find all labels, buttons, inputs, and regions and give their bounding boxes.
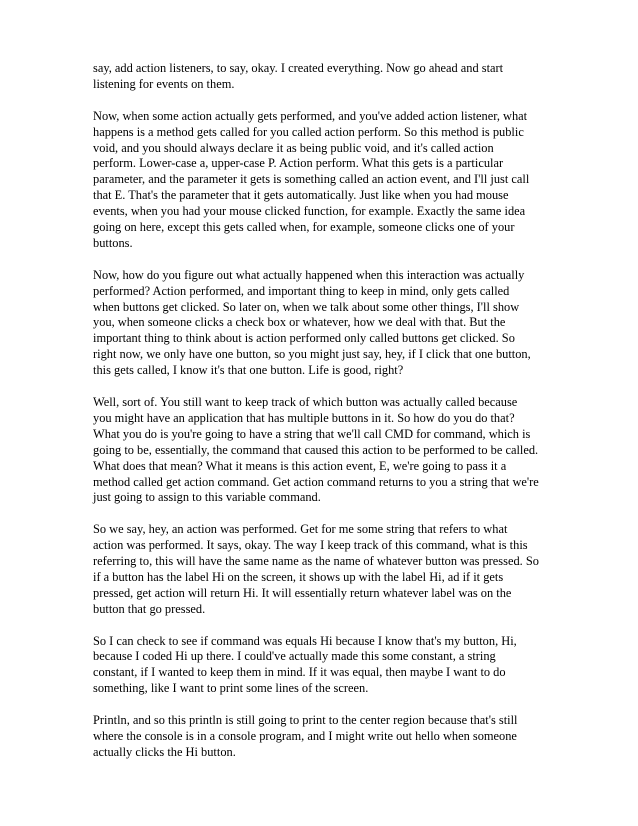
text-line: you might have an application that has multiple buttons in it. So how do you do that? xyxy=(93,410,515,425)
document-body xyxy=(93,61,546,777)
text-line: events, when you had your mouse clicked function, for example. Exactly the same idea xyxy=(93,204,526,219)
text-line: right now, we only have one button, so you might just say, hey, if I click that one button, xyxy=(93,347,531,362)
text-line: parameter, and the parameter it gets is something called an action event, and I'll just call xyxy=(93,172,530,187)
text-line: just going to assign to this variable command. xyxy=(93,490,321,505)
text-line: actually clicks the Hi button. xyxy=(93,744,236,759)
paragraph xyxy=(93,634,546,698)
paragraph xyxy=(93,268,546,379)
paragraph xyxy=(93,109,546,252)
text-line: So I can check to see if command was equals Hi because I know that's my button, Hi, xyxy=(93,633,517,648)
text-line: if a button has the label Hi on the screen, it shows up with the label Hi, ad if it gets xyxy=(93,569,504,584)
text-line: Now, how do you figure out what actually happened when this interaction was actually xyxy=(93,267,525,282)
text-line: something, like I want to print some lines of the screen. xyxy=(93,681,369,696)
text-line: method called get action command. Get action command returns to you a string that we're xyxy=(93,474,539,489)
text-line: pressed, get action will return Hi. It will essentially return whatever label was on the xyxy=(93,585,512,600)
text-line: Now, when some action actually gets performed, and you've added action listener, what xyxy=(93,108,528,123)
text-line: button that go pressed. xyxy=(93,601,206,616)
text-line: listening for events on them. xyxy=(93,76,235,91)
text-line: performed? Action performed, and important thing to keep in mind, only gets called xyxy=(93,283,510,298)
text-line: action was performed. It says, okay. The way I keep track of this command, what is this xyxy=(93,538,528,553)
text-line: say, add action listeners, to say, okay. I created everything. Now go ahead and start xyxy=(93,61,504,75)
text-line: going to be, essentially, the command that caused this action to be performed to be called. xyxy=(93,442,539,457)
text-line: happens is a method gets called for you called action perform. So this method is public xyxy=(93,124,524,139)
paragraph xyxy=(93,713,546,761)
paragraph xyxy=(93,522,546,617)
text-line: So we say, hey, an action was performed. Get for me some string that refers to what xyxy=(93,522,508,537)
text-line: Well, sort of. You still want to keep track of which button was actually called because xyxy=(93,394,518,409)
paragraph xyxy=(93,395,546,506)
text-line: because I coded Hi up there. I could've actually made this some constant, a string xyxy=(93,649,496,664)
text-line: that E. That's the parameter that it gets automatically. Just like when you had mouse xyxy=(93,188,509,203)
text-line: where the console is in a console program, and I might write out hello when someone xyxy=(93,728,517,743)
text-line: going on here, except this gets called when, for example, someone clicks one of your xyxy=(93,220,515,235)
text-line: perform. Lower-case a, upper-case P. Action perform. What this gets is a particular xyxy=(93,156,504,171)
text-line: important thing to think about is action performed only called buttons get clicked. So xyxy=(93,331,515,346)
text-line: constant, if I wanted to keep them in mind. If it was equal, then maybe I want to do xyxy=(93,665,506,680)
text-line: you, when someone clicks a check box or whatever, how we deal with that. But the xyxy=(93,315,506,330)
text-line: Println, and so this println is still going to print to the center region because that's still xyxy=(93,713,518,728)
text-line: referring to, this will have the same name as the name of whatever button was pressed. So xyxy=(93,554,539,569)
text-line: this gets called, I know it's that one button. Life is good, right? xyxy=(93,363,404,378)
text-line: buttons. xyxy=(93,235,133,250)
paragraph xyxy=(93,61,546,93)
text-line: What you do is you're going to have a string that we'll call CMD for command, which is xyxy=(93,426,531,441)
text-line: when buttons get clicked. So later on, when we talk about some other things, I'll show xyxy=(93,299,520,314)
text-line: void, and you should always declare it as being public void, and it's called action xyxy=(93,140,494,155)
text-line: What does that mean? What it means is this action event, E, we're going to pass it a xyxy=(93,458,507,473)
